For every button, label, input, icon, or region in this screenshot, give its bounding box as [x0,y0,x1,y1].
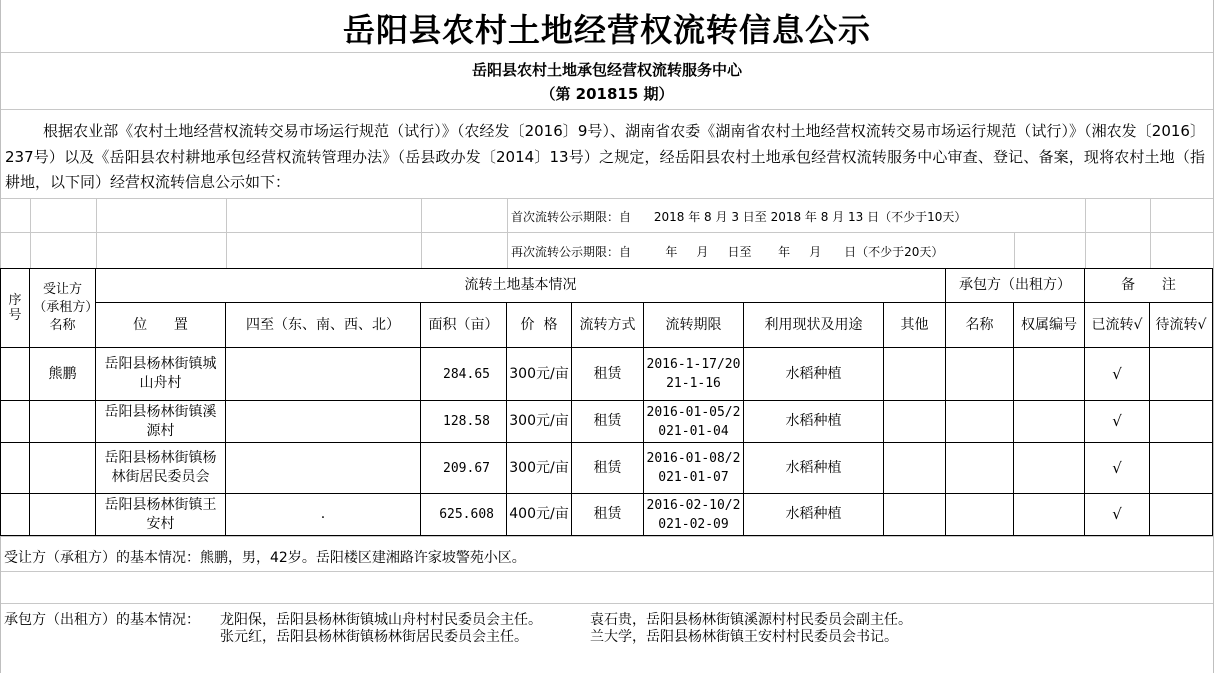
cell-price: 300元/亩 [507,348,572,401]
cell-transferred: √ [1085,443,1150,494]
second-period: 再次流转公示期限：自 年 月 日至 年 月 日（不少于20天） [511,245,944,259]
cell-method: 租赁 [572,401,644,443]
table-row [1,348,1213,401]
gridline [1,52,1213,53]
cell-ownership [1014,494,1085,536]
header-row [1,269,1213,303]
table-row [1,401,1213,443]
cell-usage: 水稻种植 [744,401,884,443]
cell-price: 300元/亩 [507,401,572,443]
cell-transferee [30,443,96,494]
header-usage: 利用现状及用途 [744,303,884,348]
cell-other [884,494,946,536]
cell-transferee [30,494,96,536]
issuer-heading [1,58,1213,106]
cell-boundaries: . [226,494,421,536]
header-transferee: 受让方（承租方）名称 [30,269,96,348]
cell-pending [1150,494,1213,536]
header-location: 位 置 [96,303,226,348]
header-contractor: 承包方（出租方） [946,269,1085,303]
cell-ownership [1014,348,1085,401]
header-method: 流转方式 [572,303,644,348]
contractor-label: 承包方（出租方）的基本情况： [4,612,200,628]
header-land-info: 流转土地基本情况 [96,269,946,303]
contractor-entry: 龙阳保，岳阳县杨林街镇城山舟村村民委员会主任。 [220,612,542,628]
transferee-info: 受让方（承租方）的基本情况：熊鹏，男，42岁。岳阳楼区建湘路许家坡警苑小区。 [4,550,526,566]
cell-term: 2016-02-10/2021-02-09 [644,494,744,536]
cell-usage: 水稻种植 [744,494,884,536]
cell-usage: 水稻种植 [744,348,884,401]
header-row [1,303,1213,348]
cell-seq [1,348,30,401]
cell-boundaries [226,443,421,494]
issue-number: （第 201815 期） [540,85,674,103]
cell-pending [1150,443,1213,494]
gridline [421,198,422,268]
cell-pending [1150,348,1213,401]
cell-other [884,443,946,494]
gridline [1,603,1213,604]
cell-name [946,443,1014,494]
gridline [1,109,1213,110]
cell-seq [1,401,30,443]
header-area: 面积（亩） [421,303,507,348]
cell-boundaries [226,348,421,401]
cell-name [946,494,1014,536]
cell-method: 租赁 [572,494,644,536]
cell-other [884,401,946,443]
contractor-entry: 兰大学，岳阳县杨林街镇王安村村民委员会书记。 [590,629,898,645]
contractor-entry: 张元红，岳阳县杨林街镇杨林街居民委员会主任。 [220,629,528,645]
cell-price: 400元/亩 [507,494,572,536]
cell-location: 岳阳县杨林街镇杨林街居民委员会 [96,443,226,494]
gridline [1150,198,1151,268]
cell-area: 209.67 [421,443,507,494]
first-period: 首次流转公示期限：自 2018 年 8 月 3 日至 2018 年 8 月 13 日（不少于10天） [511,210,967,224]
gridline [1,232,1213,233]
cell-name [946,401,1014,443]
gridline [226,198,227,268]
contractor-entry: 袁石贵，岳阳县杨林街镇溪源村村民委员会副主任。 [590,612,912,628]
header-boundaries: 四至（东、南、西、北） [226,303,421,348]
transfer-table [0,268,1213,536]
cell-term: 2016-01-08/2021-01-07 [644,443,744,494]
cell-transferee [30,401,96,443]
cell-method: 租赁 [572,443,644,494]
intro-paragraph: 根据农业部《农村土地经营权流转交易市场运行规范（试行）》（农经发〔2016〕9号）、湖南省农委《湖南省农村土地经营权流转交易市场运行规范（试行）》（湘农发〔2016〕237号）以及《岳阳县农村耕地承包经营权流转管理办法》（岳县政办发〔2014〕13号）之规定，经岳阳县农村土地承包经营权流转服务中心审查、登记、备案，现将农村土地（指耕地，以下同）经营权流转信息公示如下： [5,122,1205,191]
header-ownership: 权属编号 [1014,303,1085,348]
cell-transferee: 熊鹏 [30,348,96,401]
cell-term: 2016-1-17/2021-1-16 [644,348,744,401]
cell-location: 岳阳县杨林街镇城山舟村 [96,348,226,401]
cell-location: 岳阳县杨林街镇王安村 [96,494,226,536]
cell-method: 租赁 [572,348,644,401]
cell-transferred: √ [1085,401,1150,443]
gridline [1,198,1213,199]
header-other: 其他 [884,303,946,348]
gridline [507,198,508,268]
cell-boundaries [226,401,421,443]
gridline [1,536,1213,537]
cell-seq [1,443,30,494]
cell-usage: 水稻种植 [744,443,884,494]
gridline [96,198,97,268]
cell-ownership [1014,443,1085,494]
header-remarks: 备 注 [1085,269,1213,303]
cell-area: 284.65 [421,348,507,401]
gridline [1014,232,1015,268]
cell-transferred: √ [1085,494,1150,536]
cell-area: 128.58 [421,401,507,443]
cell-transferred: √ [1085,348,1150,401]
table-row [1,443,1213,494]
cell-seq [1,494,30,536]
header-price: 价 格 [507,303,572,348]
cell-ownership [1014,401,1085,443]
header-seq: 序号 [1,269,30,348]
cell-location: 岳阳县杨林街镇溪源村 [96,401,226,443]
cell-price: 300元/亩 [507,443,572,494]
gridline [1,571,1213,572]
header-term: 流转期限 [644,303,744,348]
page-title: 岳阳县农村土地经营权流转信息公示 [342,11,871,49]
issuer-name: 岳阳县农村土地承包经营权流转服务中心 [471,61,742,79]
cell-name [946,348,1014,401]
cell-area: 625.608 [421,494,507,536]
header-pending: 待流转√ [1150,303,1213,348]
table-row [1,494,1213,536]
gridline [1085,198,1086,268]
cell-term: 2016-01-05/2021-01-04 [644,401,744,443]
cell-pending [1150,401,1213,443]
cell-other [884,348,946,401]
gridline [30,198,31,268]
header-name: 名称 [946,303,1014,348]
header-transferred: 已流转√ [1085,303,1150,348]
